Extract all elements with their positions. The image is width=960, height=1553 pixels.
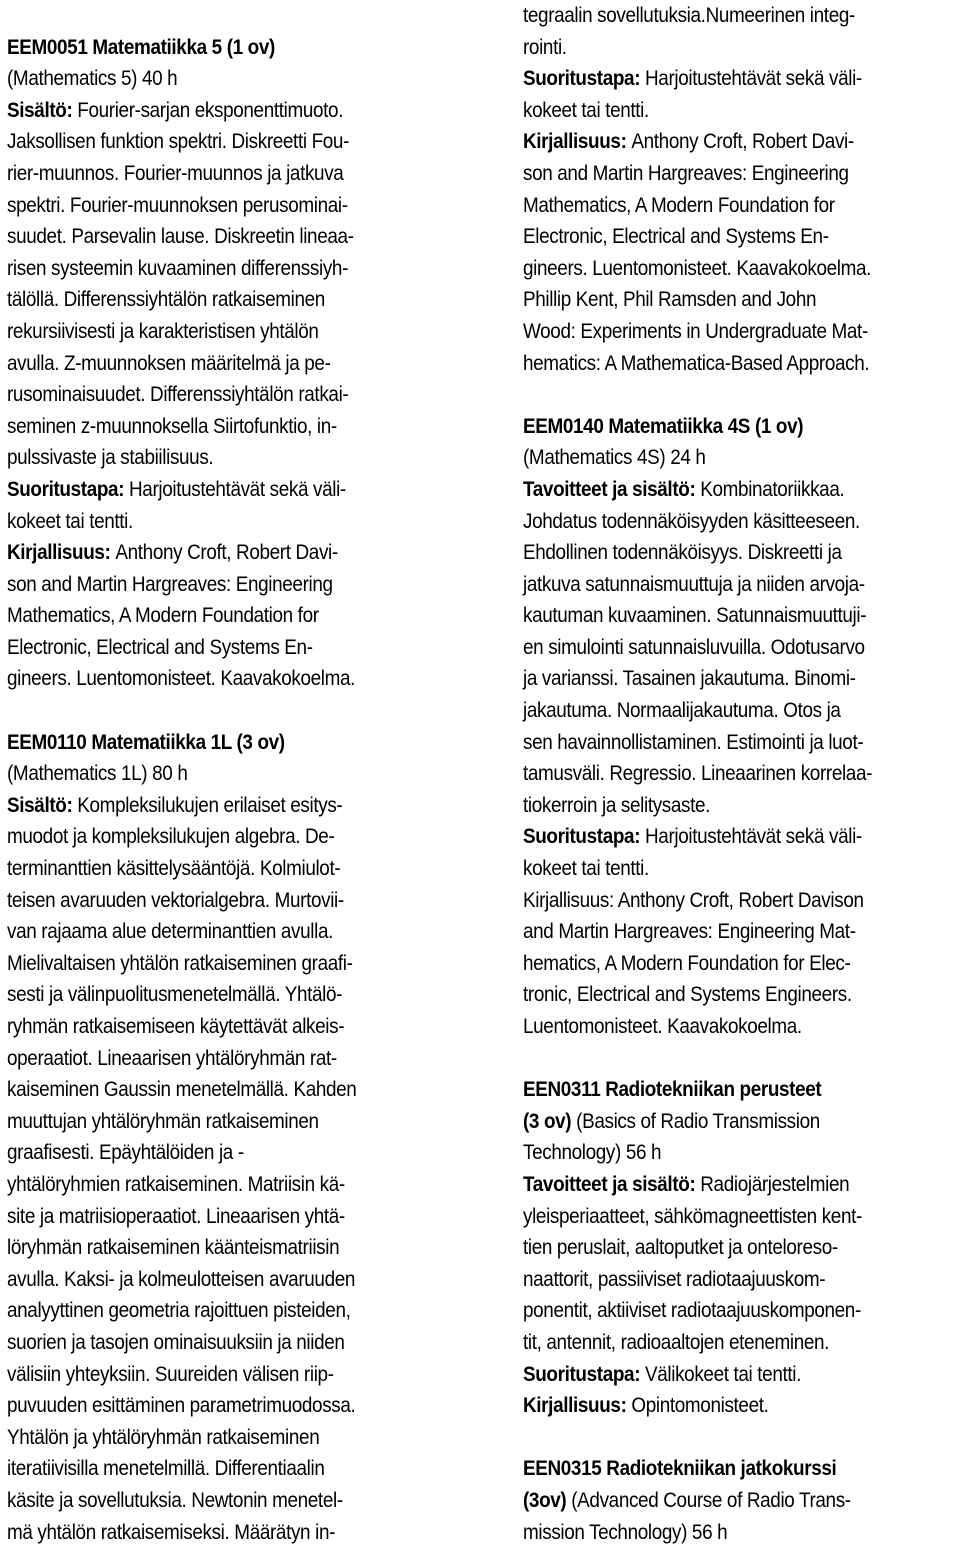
text-line — [7, 1485, 419, 1517]
text-run: Opintomonisteet. — [631, 1394, 769, 1418]
text-run: Fourier-sarjan eksponenttimuoto. — [77, 98, 344, 122]
text-line — [523, 1264, 960, 1296]
text-run: risen systeemin kuvaaminen differenssiyh- — [7, 256, 349, 280]
text-run: suorien ja tasojen ominaisuuksiin ja niiden — [7, 1330, 345, 1354]
text-run: kautuman kuvaaminen. Satunnaismuuttuji- — [523, 604, 867, 628]
text-line — [7, 1359, 419, 1391]
text-run: Välikokeet tai tentti. — [645, 1362, 802, 1386]
text-line — [523, 63, 960, 95]
text-run: pulssivaste ja stabiilisuus. — [7, 446, 214, 470]
text-run: kaiseminen Gaussin menetelmällä. Kahden — [7, 1078, 357, 1102]
text-run: Mielivaltaisen yhtälön ratkaiseminen graafi- — [7, 951, 353, 975]
text-line — [7, 790, 419, 822]
text-line — [523, 1295, 960, 1327]
bold-label: EEM0140 Matematiikka 4S (1 ov) — [523, 414, 804, 438]
text-run: mission Technology) 56 h — [523, 1520, 728, 1544]
text-run: naattorit, passiiviset radiotaajuuskom- — [523, 1267, 826, 1291]
text-line — [7, 506, 419, 538]
text-line — [7, 379, 419, 411]
text-line — [7, 253, 419, 285]
text-line — [7, 758, 419, 790]
bold-label: EEN0311 Radiotekniikan perusteet — [523, 1078, 822, 1102]
text-line — [7, 411, 419, 443]
text-line — [7, 979, 419, 1011]
text-run: Electronic, Electrical and Systems En- — [523, 225, 829, 249]
paragraph-gap — [523, 1422, 960, 1454]
text-run: and Martin Hargreaves: Engineering Mat- — [523, 920, 856, 944]
text-line — [523, 1011, 960, 1043]
text-run: rier-muunnos. Fourier-muunnos ja jatkuva — [7, 161, 344, 185]
text-line — [523, 253, 960, 285]
text-run: seminen z-muunnoksella Siirtofunktio, in- — [7, 414, 337, 438]
text-run: kokeet tai tentti. — [523, 857, 649, 881]
text-line — [523, 1201, 960, 1233]
text-run: Harjoitustehtävät sekä väli- — [645, 67, 862, 91]
text-line — [7, 632, 419, 664]
text-run: kokeet tai tentti. — [7, 509, 133, 533]
bold-label: Suoritustapa: — [523, 67, 646, 91]
text-line — [523, 916, 960, 948]
text-run: Anthony Croft, Robert Davi- — [631, 130, 854, 154]
bold-label: Tavoitteet ja sisältö: — [523, 1172, 701, 1196]
text-line — [523, 348, 960, 380]
text-line — [523, 316, 960, 348]
text-run: ja varianssi. Tasainen jakautuma. Binomi- — [523, 667, 856, 691]
bold-label: (3ov) — [523, 1488, 572, 1512]
text-run: löryhmän ratkaiseminen käänteismatriisin — [7, 1236, 340, 1260]
text-run: rointi. — [523, 35, 567, 59]
text-line — [7, 190, 419, 222]
text-line — [523, 284, 960, 316]
text-run: kokeet tai tentti. — [523, 98, 649, 122]
text-line — [523, 948, 960, 980]
text-run: jakautuma. Normaalijakautuma. Otos ja — [523, 699, 841, 723]
text-run: Ehdollinen todennäköisyys. Diskreetti ja — [523, 541, 842, 565]
bold-label: Suoritustapa: — [7, 477, 130, 501]
text-run: rusominaisuudet. Differenssiyhtälön ratkai- — [7, 383, 349, 407]
text-run: Kirjallisuus: Anthony Croft, Robert Davison — [523, 888, 864, 912]
left-column — [7, 0, 419, 1548]
text-run: tit, antennit, radioaaltojen eteneminen. — [523, 1330, 830, 1354]
text-line — [7, 1327, 419, 1359]
text-run: Electronic, Electrical and Systems En- — [7, 635, 313, 659]
text-line — [523, 1137, 960, 1169]
text-line — [7, 1390, 419, 1422]
bold-label: Suoritustapa: — [523, 1362, 646, 1386]
text-line — [7, 126, 419, 158]
text-run: jatkuva satunnaismuuttuja ja niiden arvoja- — [523, 572, 865, 596]
text-line — [7, 916, 419, 948]
text-line — [523, 158, 960, 190]
text-line — [7, 221, 419, 253]
bold-label: Tavoitteet ja sisältö: — [523, 477, 701, 501]
paragraph-gap — [7, 0, 419, 32]
text-line — [7, 95, 419, 127]
bold-label: (3 ov) — [523, 1109, 577, 1133]
text-run: Mathematics, A Modern Foundation for — [7, 604, 319, 628]
text-run: ryhmän ratkaisemiseen käytettävät alkeis- — [7, 1015, 345, 1038]
text-line — [7, 1169, 419, 1201]
text-line — [7, 853, 419, 885]
text-run: analyyttinen geometria rajoittuen pisteiden, — [7, 1299, 351, 1323]
text-line — [523, 32, 960, 64]
text-run: Mathematics, A Modern Foundation for — [523, 193, 835, 217]
text-line — [7, 32, 419, 64]
text-line — [523, 1232, 960, 1264]
text-line — [523, 221, 960, 253]
text-line — [7, 1422, 419, 1454]
text-run: tälöllä. Differenssiyhtälön ratkaiseminen — [7, 288, 325, 312]
text-line — [7, 821, 419, 853]
text-run: rekursiivisesti ja karakteristisen yhtälön — [7, 319, 319, 343]
text-line — [7, 316, 419, 348]
text-line — [523, 1327, 960, 1359]
text-line — [7, 1043, 419, 1075]
text-line — [523, 1453, 960, 1485]
text-run: Yhtälön ja yhtälöryhmän ratkaiseminen — [7, 1425, 320, 1449]
text-line — [7, 474, 419, 506]
text-line — [523, 1359, 960, 1391]
text-run: suudet. Parsevalin lause. Diskreetin lineaa- — [7, 225, 354, 249]
text-line — [7, 948, 419, 980]
text-run: (Mathematics 1L) 80 h — [7, 762, 188, 786]
bold-label: Kirjallisuus: — [7, 541, 116, 565]
text-line — [523, 727, 960, 759]
text-run: Johdatus todennäköisyyden käsitteeseen. — [523, 509, 860, 533]
text-run: avulla. Z-muunnoksen määritelmä ja pe- — [7, 351, 331, 375]
text-line — [523, 632, 960, 664]
text-run: puvuuden esittäminen parametrimuodossa. — [7, 1394, 356, 1418]
text-run: iteratiivisilla menetelmillä. Differentiaalin — [7, 1457, 325, 1481]
text-run: Jaksollisen funktion spektri. Diskreetti Fou- — [7, 130, 349, 154]
text-line — [523, 1390, 960, 1422]
text-line — [523, 442, 960, 474]
text-run: muuttujan yhtälöryhmän ratkaiseminen — [7, 1109, 319, 1133]
text-line — [523, 1485, 960, 1517]
text-line — [523, 695, 960, 727]
text-line — [7, 1295, 419, 1327]
text-line — [7, 1137, 419, 1169]
text-run: Harjoitustehtävät sekä väli- — [645, 825, 862, 849]
right-column — [523, 0, 960, 1548]
text-run: gineers. Luentomonisteet. Kaavakokoelma. — [523, 256, 872, 280]
text-run: (Mathematics 5) 40 h — [7, 67, 178, 91]
bold-label: Suoritustapa: — [523, 825, 646, 849]
text-line — [7, 348, 419, 380]
text-run: tien peruslait, aaltoputket ja onteloreso- — [523, 1236, 838, 1260]
text-line — [7, 1517, 419, 1549]
text-run: Phillip Kent, Phil Ramsden and John — [523, 288, 817, 312]
paragraph-gap — [523, 379, 960, 411]
text-line — [523, 853, 960, 885]
bold-label: Sisältö: — [7, 793, 78, 817]
text-run: graafisesti. Epäyhtälöiden ja - — [7, 1141, 244, 1165]
bold-label: Kirjallisuus: — [523, 1394, 632, 1418]
text-line — [523, 1074, 960, 1106]
text-line — [523, 885, 960, 917]
text-line — [523, 411, 960, 443]
text-run: ponentit, aktiiviset radiotaajuuskomponen- — [523, 1299, 861, 1323]
text-line — [7, 537, 419, 569]
bold-label: Kirjallisuus: — [523, 130, 632, 154]
text-line — [523, 126, 960, 158]
text-line — [523, 1169, 960, 1201]
text-line — [523, 95, 960, 127]
text-run: Wood: Experiments in Undergraduate Mat- — [523, 319, 868, 343]
text-line — [7, 1264, 419, 1296]
text-run: site ja matriisioperaatiot. Lineaarisen yhtä- — [7, 1204, 345, 1228]
text-run: välisiin yhteyksiin. Suureiden välisen riip- — [7, 1362, 334, 1386]
text-line — [7, 1453, 419, 1485]
text-line — [7, 63, 419, 95]
text-line — [7, 600, 419, 632]
text-line — [523, 537, 960, 569]
bold-label: EEM0051 Matematiikka 5 (1 ov) — [7, 35, 275, 59]
text-line — [523, 1106, 960, 1138]
text-run: Harjoitustehtävät sekä väli- — [129, 477, 346, 501]
paragraph-gap — [523, 1043, 960, 1075]
text-line — [7, 569, 419, 601]
text-run: (Advanced Course of Radio Trans- — [571, 1488, 851, 1512]
text-run: yhtälöryhmien ratkaiseminen. Matriisin kä- — [7, 1172, 345, 1196]
text-line — [523, 600, 960, 632]
text-line — [523, 569, 960, 601]
bold-label: Sisältö: — [7, 98, 78, 122]
text-line — [523, 758, 960, 790]
text-run: van rajaama alue determinanttien avulla. — [7, 920, 334, 944]
text-line — [7, 1074, 419, 1106]
text-run: mä yhtälön ratkaisemiseksi. Määrätyn in- — [7, 1520, 336, 1544]
text-run: Kombinatoriikkaa. — [700, 477, 845, 501]
text-line — [523, 0, 960, 32]
text-run: muodot ja kompleksilukujen algebra. De- — [7, 825, 335, 849]
text-run: tamusväli. Regressio. Lineaarinen korrelaa- — [523, 762, 873, 786]
text-run: avulla. Kaksi- ja kolmeulotteisen avaruuden — [7, 1267, 356, 1291]
text-run: Anthony Croft, Robert Davi- — [115, 541, 338, 565]
text-line — [7, 442, 419, 474]
paragraph-gap — [7, 695, 419, 727]
text-run: käsite ja sovellutuksia. Newtonin menetel- — [7, 1488, 343, 1512]
text-run: son and Martin Hargreaves: Engineering — [7, 572, 333, 596]
text-run: operaatiot. Lineaarisen yhtälöryhmän rat- — [7, 1046, 337, 1070]
text-line — [7, 284, 419, 316]
text-run: teisen avaruuden vektorialgebra. Murtovii- — [7, 888, 344, 912]
text-run: sen havainnollistaminen. Estimointi ja luot- — [523, 730, 864, 754]
text-run: tiokerroin ja selitysaste. — [523, 793, 711, 817]
text-line — [523, 506, 960, 538]
text-line — [7, 1011, 419, 1043]
text-line — [523, 790, 960, 822]
text-run: Radiojärjestelmien — [700, 1172, 850, 1196]
text-run: son and Martin Hargreaves: Engineering — [523, 161, 849, 185]
text-run: hematics, A Modern Foundation for Elec- — [523, 951, 851, 975]
text-line — [7, 885, 419, 917]
text-line — [523, 1517, 960, 1549]
bold-label: EEM0110 Matematiikka 1L (3 ov) — [7, 730, 285, 754]
text-run: Luentomonisteet. Kaavakokoelma. — [523, 1015, 802, 1038]
text-run: Technology) 56 h — [523, 1141, 662, 1165]
text-line — [7, 663, 419, 695]
text-line — [523, 821, 960, 853]
text-run: hematics: A Mathematica-Based Approach. — [523, 351, 870, 375]
text-line — [523, 474, 960, 506]
text-run: terminanttien käsittelysääntöjä. Kolmiulot- — [7, 857, 341, 881]
text-line — [7, 158, 419, 190]
text-run: (Mathematics 4S) 24 h — [523, 446, 706, 470]
text-line — [7, 1106, 419, 1138]
text-line — [7, 1232, 419, 1264]
text-run: yleisperiaatteet, sähkömagneettisten kent- — [523, 1204, 862, 1228]
text-run: sesti ja välinpuolitusmenetelmällä. Yhtälö- — [7, 983, 343, 1007]
text-run: en simulointi satunnaisluvuilla. Odotusarvo — [523, 635, 865, 659]
text-run: Kompleksilukujen erilaiset esitys- — [77, 793, 343, 817]
text-line — [7, 1201, 419, 1233]
text-line — [523, 979, 960, 1011]
text-line — [523, 663, 960, 695]
text-run: tronic, Electrical and Systems Engineers. — [523, 983, 852, 1007]
text-line — [7, 727, 419, 759]
text-line — [523, 190, 960, 222]
text-run: (Basics of Radio Transmission — [576, 1109, 820, 1133]
text-run: spektri. Fourier-muunnoksen perusominai- — [7, 193, 348, 217]
bold-label: EEN0315 Radiotekniikan jatkokurssi — [523, 1457, 837, 1481]
text-run: tegraalin sovellutuksia.Numeerinen integ- — [523, 4, 855, 27]
text-run: gineers. Luentomonisteet. Kaavakokoelma. — [7, 667, 356, 691]
